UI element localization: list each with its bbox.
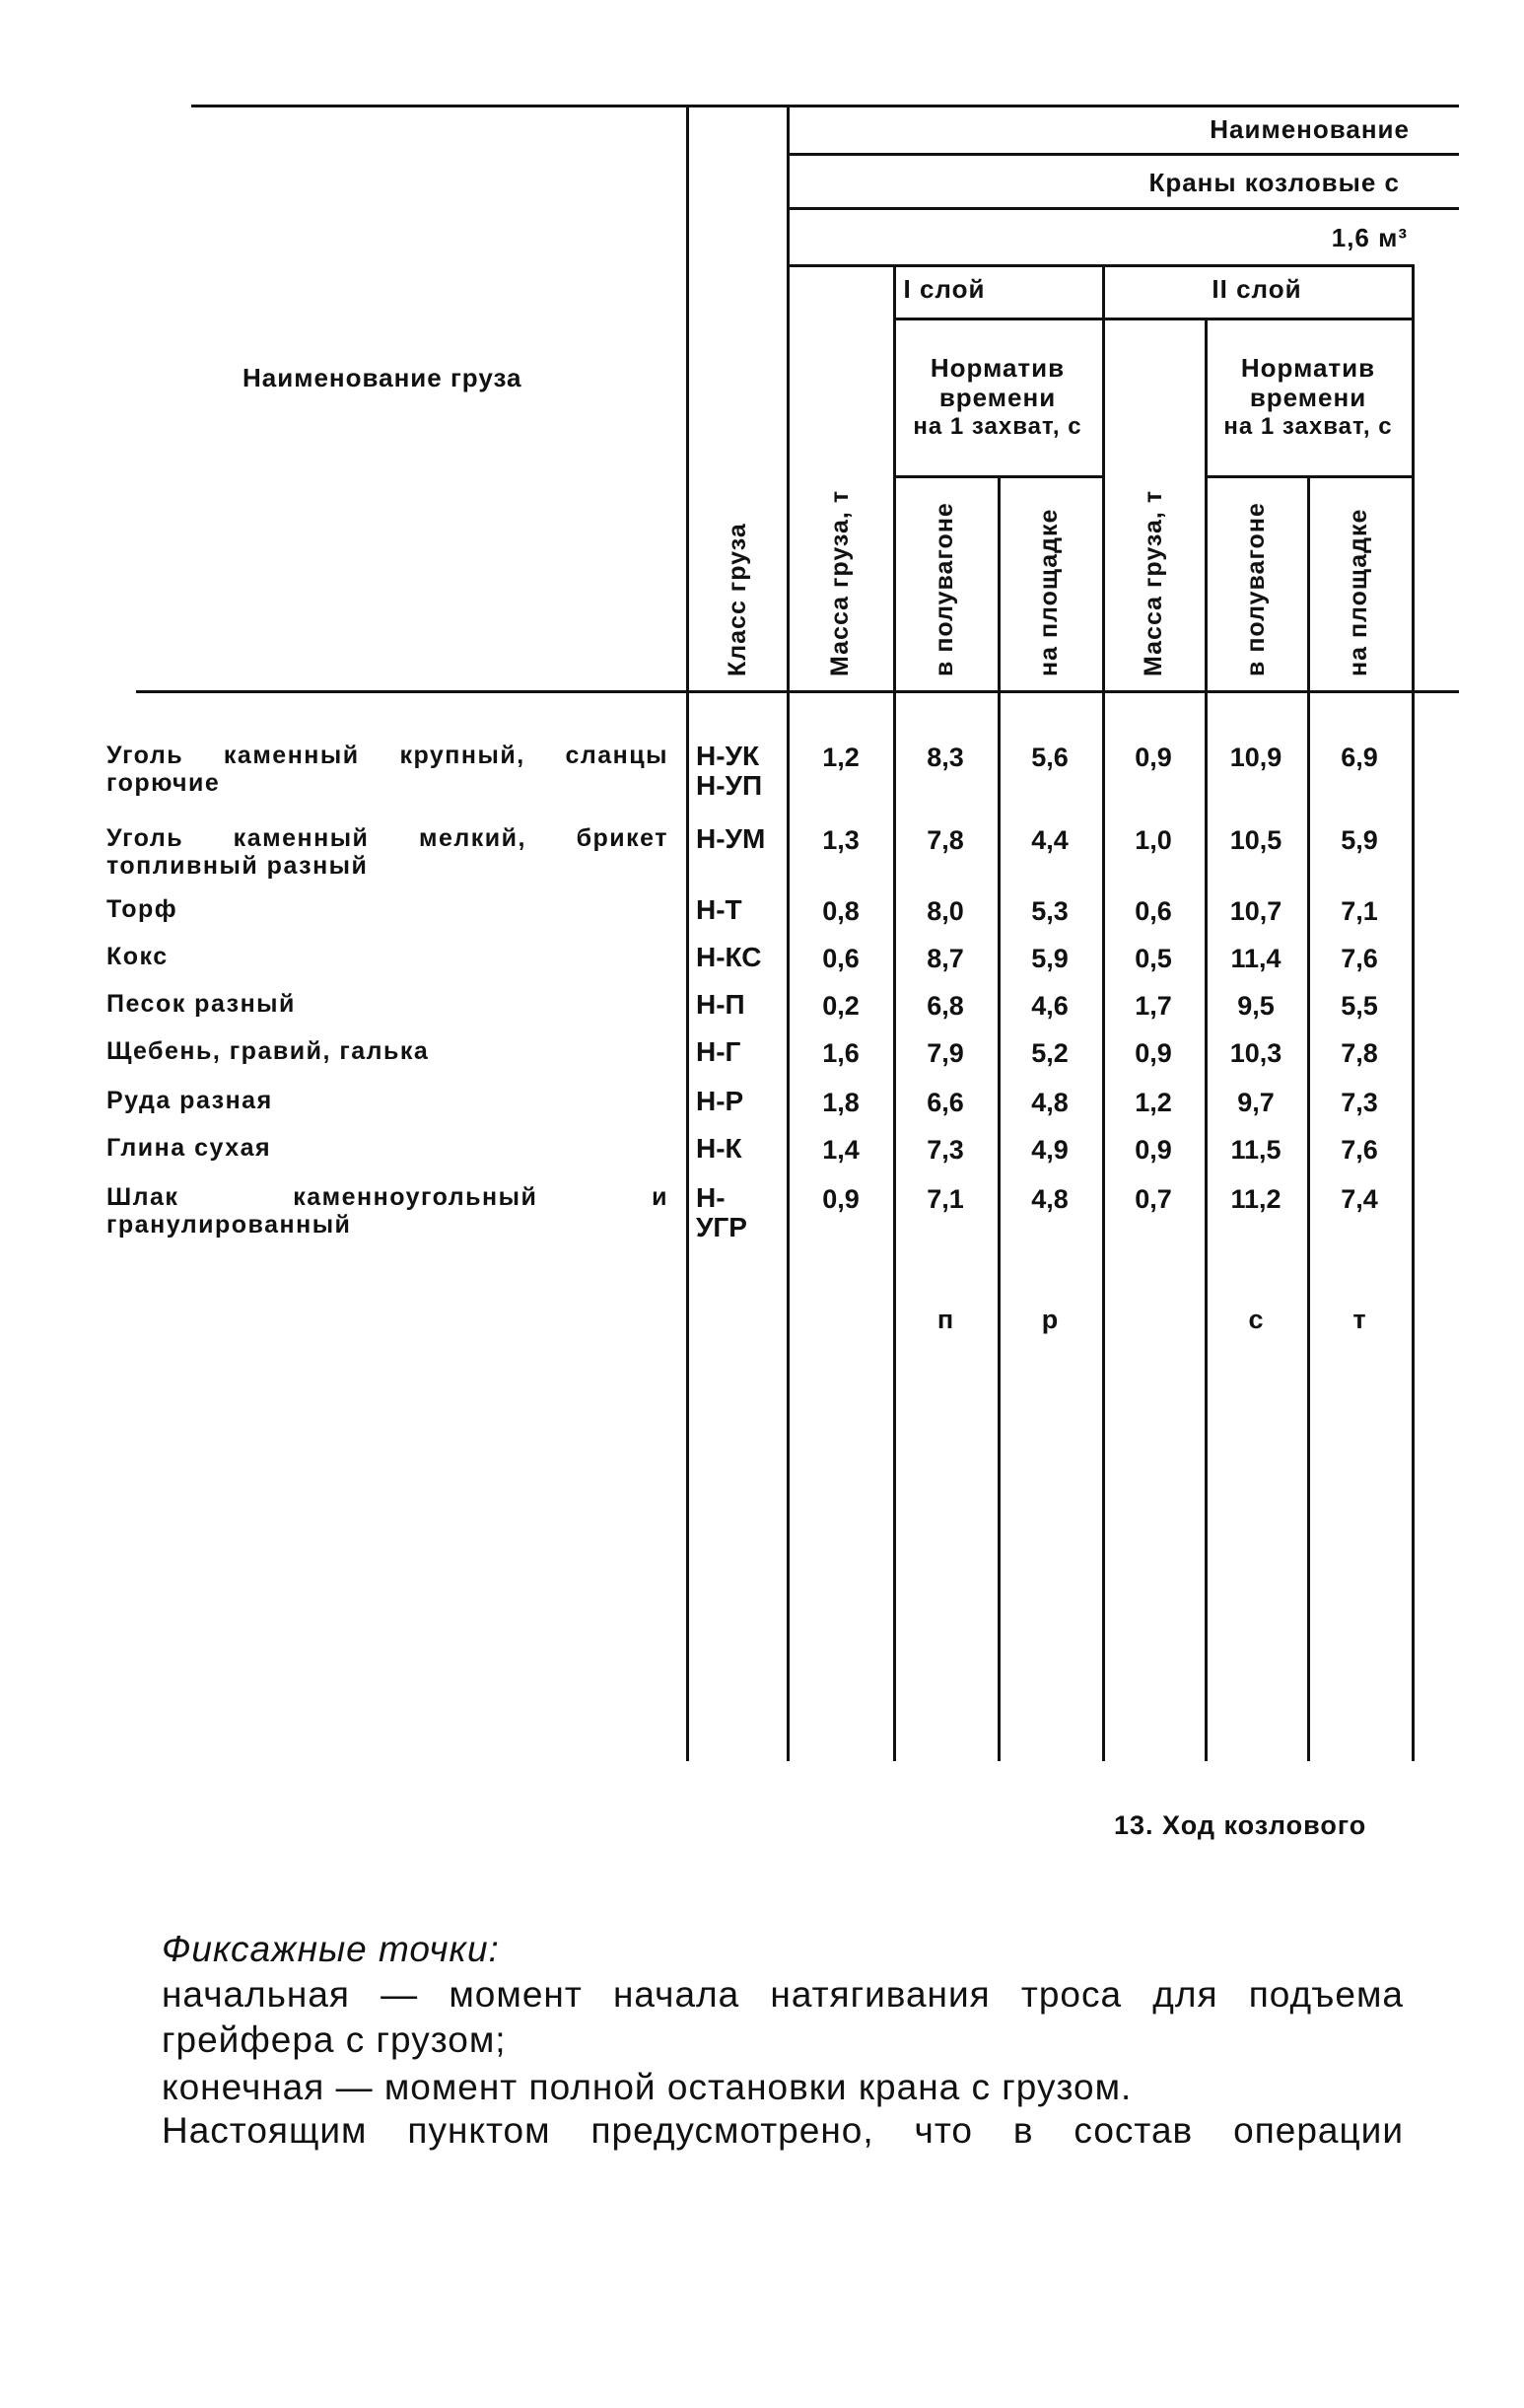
operation-note-line: Настоящим пунктом предусмотрено, что в состав операции bbox=[162, 2110, 1404, 2151]
platform-1-cell: 4,4 bbox=[1031, 825, 1069, 855]
mass-2-cell: 0,6 bbox=[1135, 896, 1172, 926]
mass-2-cell: 1,7 bbox=[1135, 991, 1172, 1021]
header-rule-1 bbox=[787, 153, 1459, 156]
gondola-2-cell: 9,5 bbox=[1237, 991, 1275, 1021]
cargo-name-cell: Глина сухая bbox=[106, 1134, 272, 1162]
mass-1-cell: 0,6 bbox=[822, 944, 860, 973]
gondola-1-cell: 6,8 bbox=[927, 991, 964, 1021]
norm-title-2-line2: времени bbox=[1249, 383, 1367, 412]
platform-2-cell: 5,9 bbox=[1341, 825, 1378, 855]
index-letter-gondola-1: п bbox=[936, 1305, 954, 1334]
cargo-class-cell: Н-Г bbox=[696, 1036, 741, 1067]
gondola-2-cell: 10,5 bbox=[1229, 825, 1282, 855]
header-mass-2: Масса груза, т bbox=[1140, 489, 1167, 676]
gondola1-col-right-rule bbox=[998, 475, 1001, 1761]
platform-2-cell: 7,8 bbox=[1341, 1038, 1378, 1068]
cargo-name-cell: Кокс bbox=[106, 943, 169, 970]
gondola-1-cell: 8,0 bbox=[927, 896, 964, 926]
gondola-1-cell: 7,1 bbox=[927, 1184, 964, 1214]
class-col-left-rule bbox=[686, 105, 689, 1761]
header-cargo-name: Наименование груза bbox=[242, 363, 522, 392]
gondola-2-cell: 11,2 bbox=[1230, 1184, 1282, 1214]
gondola-1-cell: 7,3 bbox=[927, 1135, 964, 1165]
mass-2-cell: 0,9 bbox=[1135, 743, 1172, 772]
gondola-2-cell: 11,4 bbox=[1230, 944, 1282, 973]
mass-1-cell: 1,3 bbox=[822, 825, 860, 855]
header-gondola-1: в полувагоне bbox=[931, 502, 958, 676]
mass-1-cell: 1,6 bbox=[822, 1038, 860, 1068]
norm-title-1-line3: на 1 захват, с bbox=[913, 413, 1082, 440]
gondola-2-cell: 10,9 bbox=[1229, 743, 1282, 772]
platform-2-cell: 7,6 bbox=[1341, 1135, 1378, 1165]
header-capacity: 1,6 м³ bbox=[1331, 223, 1408, 252]
cargo-name-cell: Торф bbox=[106, 895, 178, 923]
start-point-line-2: грейфера с грузом; bbox=[162, 2019, 507, 2060]
platform-1-cell: 4,9 bbox=[1031, 1135, 1069, 1165]
platform-2-cell: 7,3 bbox=[1341, 1088, 1378, 1117]
end-point-line: конечная — момент полной остановки крана с грузом. bbox=[162, 2067, 1133, 2107]
gondola-2-cell: 10,7 bbox=[1229, 896, 1282, 926]
norm-title-2-line1: Норматив bbox=[1240, 353, 1376, 383]
platform-2-cell: 7,4 bbox=[1341, 1184, 1378, 1214]
cargo-name-cell: Песок разный bbox=[106, 990, 296, 1018]
cargo-class-cell: Н- УГР bbox=[696, 1182, 747, 1242]
platform-1-cell: 5,9 bbox=[1031, 944, 1069, 973]
platform-1-cell: 4,8 bbox=[1031, 1088, 1069, 1117]
norm-title-1-line1: Норматив bbox=[930, 353, 1066, 383]
norm-title-2-line3: на 1 захват, с bbox=[1223, 413, 1393, 440]
mass-2-cell: 0,5 bbox=[1135, 944, 1172, 973]
header-cargo-class: Класс груза bbox=[724, 523, 751, 676]
mass-1-cell: 0,2 bbox=[822, 991, 860, 1021]
table-top-rule bbox=[191, 105, 1459, 107]
cargo-name-cell: Щебень, гравий, галька bbox=[106, 1037, 430, 1065]
gondola-2-cell: 10,3 bbox=[1229, 1038, 1282, 1068]
mass-1-cell: 1,8 bbox=[822, 1088, 860, 1117]
gondola-2-cell: 11,5 bbox=[1230, 1135, 1282, 1165]
header-platform-1: на площадке bbox=[1035, 508, 1063, 676]
fixation-points-title: Фиксажные точки: bbox=[162, 1929, 500, 1969]
cargo-class-cell: Н-УК Н-УП bbox=[696, 741, 763, 801]
start-point-line-1: начальная — момент начала натягивания троса для подъема bbox=[162, 1974, 1404, 2015]
cargo-class-cell: Н-Р bbox=[696, 1086, 744, 1116]
header-layer-2: II слой bbox=[1212, 274, 1302, 304]
platform-2-cell: 5,5 bbox=[1341, 991, 1378, 1021]
cargo-class-cell: Н-К bbox=[696, 1133, 742, 1164]
class-col-right-rule bbox=[787, 105, 790, 1761]
index-letter-platform-2: т bbox=[1352, 1305, 1366, 1334]
mass-2-cell: 1,0 bbox=[1135, 825, 1172, 855]
index-letter-platform-1: р bbox=[1041, 1305, 1059, 1334]
header-mass-1: Масса груза, т bbox=[826, 489, 854, 676]
platform-1-cell: 4,6 bbox=[1031, 991, 1069, 1021]
gondola-1-cell: 8,7 bbox=[927, 944, 964, 973]
mass-1-cell: 1,2 bbox=[822, 743, 860, 772]
platform-1-cell: 5,6 bbox=[1031, 743, 1069, 772]
gondola-1-cell: 8,3 bbox=[927, 743, 964, 772]
cargo-name-cell: Уголь каменный мелкий, брикет топливный разный bbox=[106, 824, 668, 880]
platform-2-cell: 7,6 bbox=[1341, 944, 1378, 973]
header-bottom-rule bbox=[136, 690, 1459, 693]
mass-2-cell: 0,9 bbox=[1135, 1038, 1172, 1068]
gondola-1-cell: 7,9 bbox=[927, 1038, 964, 1068]
gondola2-col-right-rule bbox=[1307, 475, 1310, 1761]
header-rule-2 bbox=[787, 207, 1459, 210]
gondola-1-cell: 6,6 bbox=[927, 1088, 964, 1117]
gondola-2-cell: 9,7 bbox=[1237, 1088, 1275, 1117]
platform-1-cell: 5,2 bbox=[1031, 1038, 1069, 1068]
mass-2-cell: 0,9 bbox=[1135, 1135, 1172, 1165]
index-letter-gondola-2: с bbox=[1248, 1305, 1264, 1334]
cargo-name-cell: Уголь каменный крупный, сланцы горючие bbox=[106, 742, 668, 797]
header-gondola-2: в полувагоне bbox=[1242, 502, 1270, 676]
table-right-rule bbox=[1412, 264, 1415, 1761]
cargo-class-cell: Н-УМ bbox=[696, 823, 766, 854]
mass-1-cell: 1,4 bbox=[822, 1135, 860, 1165]
header-top-title: Наименование bbox=[1210, 114, 1410, 144]
cargo-class-cell: Н-Т bbox=[696, 894, 742, 925]
section-title: 13. Ход козлового bbox=[1114, 1810, 1367, 1840]
mass-2-cell: 0,7 bbox=[1135, 1184, 1172, 1214]
header-rule-3 bbox=[787, 264, 1415, 267]
platform-1-cell: 5,3 bbox=[1031, 896, 1069, 926]
header-layer-1: I слой bbox=[903, 274, 986, 304]
cargo-class-cell: Н-П bbox=[696, 989, 745, 1020]
cargo-name-cell: Руда разная bbox=[106, 1087, 273, 1114]
header-rule-4 bbox=[893, 318, 1415, 320]
norm-title-1-line2: времени bbox=[938, 383, 1057, 412]
header-platform-2: на площадке bbox=[1345, 508, 1372, 676]
platform-2-cell: 6,9 bbox=[1341, 743, 1378, 772]
mass-1-cell: 0,8 bbox=[822, 896, 860, 926]
mass-1-cell: 0,9 bbox=[822, 1184, 860, 1214]
header-crane-title: Краны козловые с bbox=[1148, 168, 1400, 197]
cargo-class-cell: Н-КС bbox=[696, 942, 762, 972]
cargo-name-cell: Шлак каменноугольный и гранулированный bbox=[106, 1183, 668, 1239]
platform-1-cell: 4,8 bbox=[1031, 1184, 1069, 1214]
gondola-1-cell: 7,8 bbox=[927, 825, 964, 855]
mass-2-cell: 1,2 bbox=[1135, 1088, 1172, 1117]
platform-2-cell: 7,1 bbox=[1341, 896, 1378, 926]
